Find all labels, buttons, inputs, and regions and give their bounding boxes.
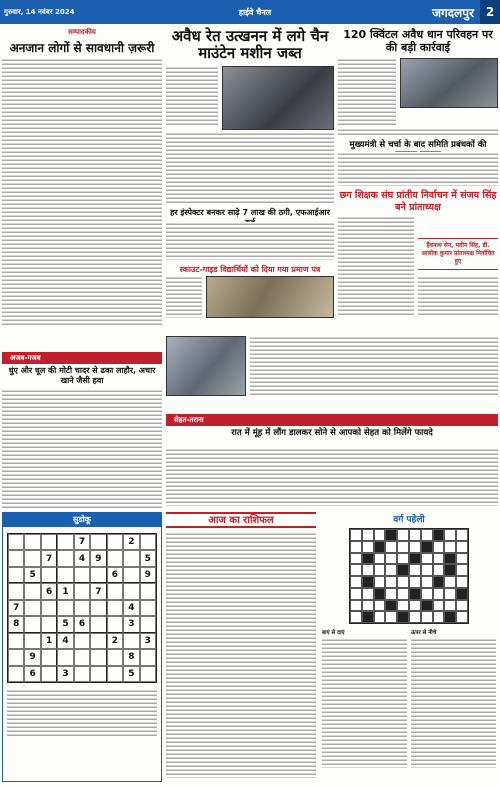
sudoku-cell: [90, 616, 106, 632]
crossword-cell: [385, 541, 397, 553]
teacher-union-text: [338, 216, 414, 316]
sudoku-cell: [41, 616, 57, 632]
announcement-box: [166, 322, 498, 410]
sudoku-cell: 4: [74, 550, 90, 566]
crossword-cell: [397, 529, 409, 541]
sudoku-cell: [24, 600, 40, 616]
crossword-cell: [433, 600, 445, 612]
crossword-cell: [421, 588, 433, 600]
crossword-grid: [349, 528, 469, 624]
crossword-cell: [350, 541, 362, 553]
crossword-cell: [409, 588, 421, 600]
sudoku-cell: [123, 633, 139, 649]
crossword-cell: [350, 576, 362, 588]
sudoku-cell: [8, 550, 24, 566]
teacher-union-headline: छग शिक्षक संघ प्रांतीय निर्वाचन में संजय सिंह बने प्रांताध्यक्ष: [339, 190, 497, 213]
sudoku-cell: [74, 567, 90, 583]
sudoku-cell: 3: [123, 616, 139, 632]
sudoku-cell: [8, 534, 24, 550]
sudoku-cell: 8: [8, 616, 24, 632]
crossword-cell: [362, 588, 374, 600]
sudoku-cell: 5: [57, 616, 73, 632]
sudoku-box: [2, 512, 162, 782]
crossword-cell: [433, 541, 445, 553]
crossword-cell: [374, 600, 386, 612]
sudoku-cell: [74, 649, 90, 665]
lead-photo: [222, 66, 334, 130]
crossword-cell: [350, 553, 362, 565]
crossword-cell: [421, 564, 433, 576]
crossword-cell: [374, 576, 386, 588]
sudoku-cell: [57, 567, 73, 583]
rashifal-title: आज का राशिफल: [166, 512, 316, 528]
crossword-cell: [362, 564, 374, 576]
sudoku-cell: [57, 550, 73, 566]
sudoku-cell: [24, 616, 40, 632]
crossword-cell: [350, 611, 362, 623]
sudoku-cell: [107, 534, 123, 550]
crossword-cell: [444, 529, 456, 541]
issue-date: गुरुवार, 14 नवंबर 2024: [4, 7, 75, 16]
crossword-cell: [350, 529, 362, 541]
crossword-cell: [421, 529, 433, 541]
sudoku-cell: [140, 534, 156, 550]
crossword-cell: [362, 600, 374, 612]
sudoku-cell: [24, 550, 40, 566]
sudoku-cell: [90, 534, 106, 550]
sudoku-cell: [8, 649, 24, 665]
sudoku-cell: 3: [57, 666, 73, 682]
cm-strike-headline: मुख्यमंत्री से चर्चा के बाद समिति प्रबंधकों की: [349, 140, 487, 150]
clues-down-title: ऊपर से नीचे: [411, 630, 437, 636]
crossword-cell: [362, 611, 374, 623]
crossword-cell: [433, 588, 445, 600]
crossword-cell: [433, 576, 445, 588]
sudoku-cell: 5: [140, 550, 156, 566]
crossword-cell: [444, 564, 456, 576]
sudoku-cell: [90, 666, 106, 682]
crossword-cell: [456, 529, 468, 541]
crossword-cell: [397, 576, 409, 588]
crossword-cell: [397, 611, 409, 623]
crossword-cell: [409, 611, 421, 623]
clues-across-list: [322, 638, 407, 768]
crossword-cell: [444, 611, 456, 623]
crossword-cell: [409, 600, 421, 612]
sudoku-cell: 2: [107, 633, 123, 649]
crossword-cell: [421, 600, 433, 612]
crossword-cell: [385, 564, 397, 576]
editorial-label: सम्पादकीय: [68, 28, 96, 36]
sehat-story: [166, 428, 498, 506]
sudoku-cell: 3: [140, 633, 156, 649]
crossword-title: वर्ग पहेली: [393, 515, 425, 525]
sudoku-cell: 4: [57, 633, 73, 649]
crossword-cell: [385, 600, 397, 612]
crossword-cell: [421, 576, 433, 588]
crossword-cell: [456, 553, 468, 565]
lead-text-1: [166, 66, 218, 126]
sudoku-cell: [90, 600, 106, 616]
sudoku-cell: [8, 583, 24, 599]
paddy-headline: 120 क्विंटल अवैध धान परिवहन पर की बड़ी कार्रवाई: [343, 28, 493, 54]
crossword-cell: [374, 541, 386, 553]
clues-down-list: [411, 638, 496, 768]
crossword-cell: [362, 576, 374, 588]
sudoku-cell: [123, 583, 139, 599]
crossword-cell: [397, 553, 409, 565]
paper-name: हाईवे चैनल: [238, 7, 272, 17]
sudoku-cell: [8, 633, 24, 649]
crossword-cell: [433, 611, 445, 623]
sudoku-cell: [140, 666, 156, 682]
sudoku-cell: [57, 534, 73, 550]
sudoku-cell: [74, 583, 90, 599]
sudoku-cell: [74, 600, 90, 616]
crossword-cell: [385, 529, 397, 541]
paddy-text: [338, 58, 396, 126]
scout-guide-text: [166, 276, 202, 318]
crossword-cell: [433, 564, 445, 576]
clues-across: [320, 628, 409, 768]
ajab-gajab-story: [2, 366, 162, 506]
crossword-cell: [374, 588, 386, 600]
crossword-cell: [374, 553, 386, 565]
crossword-cell: [374, 564, 386, 576]
fraud-text: [166, 222, 334, 260]
sehat-headline: रात में मूंह में लौंग डालकर सोने से आपको सेहत को मिलेंगे फायदे: [231, 428, 433, 438]
crossword-cell: [456, 600, 468, 612]
crossword-cell: [374, 529, 386, 541]
crossword-cell: [362, 529, 374, 541]
sudoku-cell: [107, 583, 123, 599]
sudoku-cell: [90, 567, 106, 583]
crossword-cell: [385, 576, 397, 588]
crossword-cell: [456, 611, 468, 623]
section-ajab-gajab: अजब-गजब: [2, 352, 162, 364]
rashifal-text: [166, 532, 316, 778]
clues-across-title: बाएं से दाएं: [322, 630, 345, 636]
right-column: [338, 28, 498, 318]
sudoku-cell: 7: [90, 583, 106, 599]
crossword-cell: [409, 541, 421, 553]
lead-story: [166, 28, 334, 318]
crossword-cell: [385, 611, 397, 623]
editorial-headline: अनजान लोगों से सावधानी ज़रूरी: [9, 41, 155, 55]
crossword-cell: [421, 553, 433, 565]
sudoku-cell: 7: [41, 550, 57, 566]
sudoku-cell: [24, 633, 40, 649]
ajab-gajab-text: [2, 389, 162, 509]
sudoku-cell: 9: [90, 550, 106, 566]
sudoku-grid: [7, 533, 157, 683]
sudoku-cell: [41, 649, 57, 665]
sudoku-cell: [107, 666, 123, 682]
sudoku-cell: 7: [74, 534, 90, 550]
sudoku-cell: [123, 567, 139, 583]
editorial-column: [2, 28, 162, 348]
edition-city: जगदलपुर: [432, 5, 474, 20]
fraud-headline: हर इंस्पेक्टर बनकर साढ़े 7 लाख की ठगी, एफआईआर: [170, 208, 330, 217]
crossword-cell: [397, 541, 409, 553]
announcement-text: [250, 336, 498, 396]
crossword-cell: [444, 600, 456, 612]
sudoku-cell: [107, 600, 123, 616]
page-number: 2: [480, 0, 500, 24]
sudoku-cell: [107, 550, 123, 566]
sudoku-cell: [140, 649, 156, 665]
sudoku-cell: 7: [8, 600, 24, 616]
paddy-photo: [400, 58, 498, 108]
sudoku-cell: [8, 567, 24, 583]
sudoku-cell: 6: [74, 616, 90, 632]
crossword-cell: [350, 564, 362, 576]
sudoku-cell: 4: [123, 600, 139, 616]
crossword-cell: [362, 553, 374, 565]
crossword-box: [320, 512, 498, 782]
teacher-union-text-2: [418, 276, 498, 316]
crossword-cell: [456, 564, 468, 576]
lead-text-2: [166, 132, 334, 204]
crossword-cell: [456, 541, 468, 553]
crossword-cell: [362, 541, 374, 553]
crossword-cell: [397, 600, 409, 612]
sudoku-cell: 6: [24, 666, 40, 682]
crossword-cell: [456, 576, 468, 588]
section-sehat: सेहत-तराना: [166, 414, 498, 426]
crossword-cell: [421, 611, 433, 623]
crossword-cell: [456, 588, 468, 600]
sudoku-cell: 9: [140, 567, 156, 583]
sudoku-cell: [8, 666, 24, 682]
crossword-cell: [433, 553, 445, 565]
sudoku-cell: 8: [123, 649, 139, 665]
sudoku-cell: 9: [24, 649, 40, 665]
scout-guide-photo: [206, 276, 334, 318]
crossword-cell: [385, 553, 397, 565]
crossword-clues: [320, 628, 498, 768]
crossword-cell: [409, 576, 421, 588]
rashifal-box: [166, 512, 316, 782]
crossword-cell: [397, 588, 409, 600]
sudoku-cell: 6: [41, 583, 57, 599]
sudoku-cell: 5: [123, 666, 139, 682]
sudoku-cell: 1: [41, 633, 57, 649]
sudoku-cell: [57, 600, 73, 616]
sudoku-cell: [41, 600, 57, 616]
sudoku-cell: [57, 649, 73, 665]
crossword-cell: [444, 576, 456, 588]
sudoku-cell: [140, 583, 156, 599]
sudoku-cell: [24, 534, 40, 550]
sudoku-rules: [7, 689, 157, 737]
teacher-union-quote: हैवनाथ सेन, मदीन सिंह, डी. आलोक कुमार प्रांताध्यक्ष निर्वाचित हुए: [418, 238, 498, 270]
scout-guide-headline: स्काउट-गाइड विद्यार्थियों को दिया गया प्रमाण पत्र: [179, 265, 321, 274]
crossword-cell: [350, 588, 362, 600]
cm-strike-text: [338, 152, 498, 186]
sudoku-cell: 1: [57, 583, 73, 599]
crossword-cell: [409, 553, 421, 565]
crossword-cell: [444, 588, 456, 600]
sudoku-cell: [24, 583, 40, 599]
crossword-cell: [444, 541, 456, 553]
sudoku-cell: 6: [107, 567, 123, 583]
editorial-body-text: [2, 58, 162, 326]
sudoku-cell: [107, 649, 123, 665]
clues-down: [409, 628, 498, 768]
announcement-photo: [166, 336, 246, 396]
sudoku-cell: [41, 666, 57, 682]
crossword-cell: [409, 564, 421, 576]
sudoku-cell: [41, 567, 57, 583]
sudoku-cell: [140, 616, 156, 632]
sudoku-cell: [90, 633, 106, 649]
sudoku-cell: 2: [123, 534, 139, 550]
sudoku-cell: [123, 550, 139, 566]
sudoku-cell: [140, 600, 156, 616]
masthead: [0, 0, 500, 24]
sudoku-title: सुडोकू: [3, 513, 161, 527]
sudoku-cell: [74, 633, 90, 649]
sudoku-cell: [107, 616, 123, 632]
sehat-text: [166, 448, 498, 506]
sudoku-cell: [74, 666, 90, 682]
ajab-gajab-headline: धुंए और धूल की मोटी चादर से ढका लाहौर, अचार खाने जैसी हवा: [8, 366, 156, 385]
crossword-cell: [350, 600, 362, 612]
paddy-photo-caption: [338, 128, 498, 136]
crossword-cell: [409, 529, 421, 541]
crossword-cell: [444, 553, 456, 565]
crossword-cell: [397, 564, 409, 576]
crossword-cell: [421, 541, 433, 553]
crossword-cell: [433, 529, 445, 541]
crossword-cell: [385, 588, 397, 600]
sudoku-cell: [41, 534, 57, 550]
crossword-cell: [374, 611, 386, 623]
sudoku-cell: [90, 649, 106, 665]
lead-headline: अवैध रेत उत्खनन में लगे चैन माउंटेन मशीन जब्त: [171, 27, 329, 62]
sudoku-cell: 5: [24, 567, 40, 583]
